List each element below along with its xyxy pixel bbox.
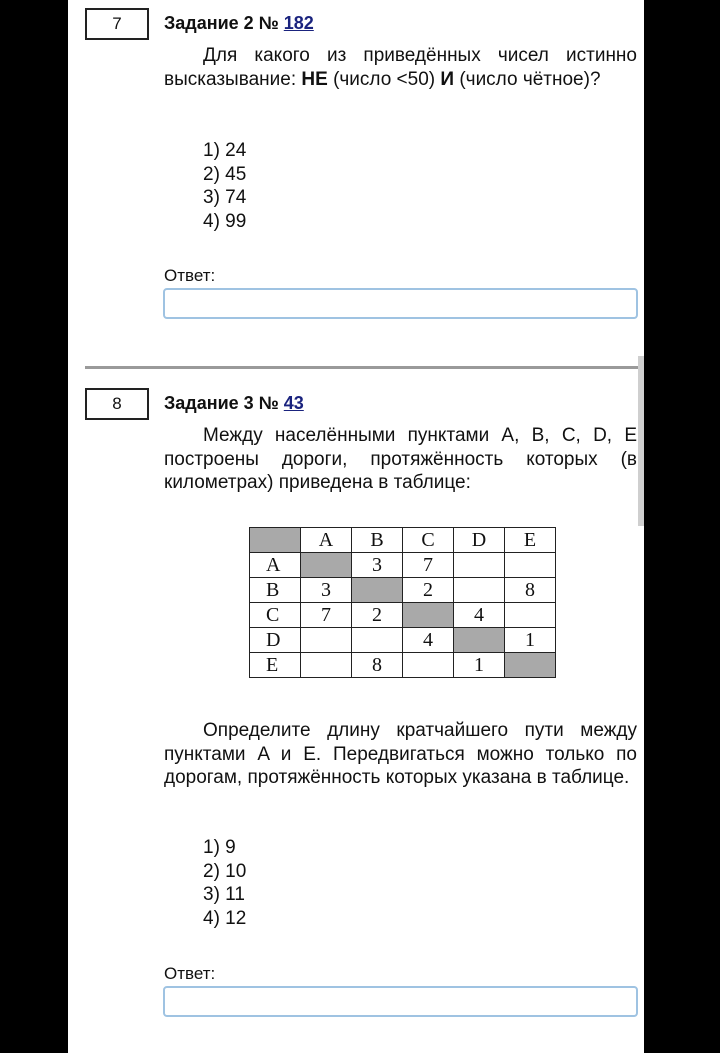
answer-input[interactable] <box>163 986 638 1017</box>
task-id-link[interactable]: 43 <box>283 393 304 413</box>
task-number: 7 <box>112 14 122 33</box>
row-header: C <box>250 603 301 628</box>
table-cell: 1 <box>505 628 556 653</box>
table-header-row <box>250 528 556 553</box>
table-row <box>250 628 556 653</box>
column-header: D <box>454 528 505 553</box>
row-header: E <box>250 653 301 678</box>
column-header: B <box>352 528 403 553</box>
table-cell <box>352 578 403 603</box>
task-intro: Между населёнными пунктами A, B, C, D, E построены дороги, протяжённость которых (в километрах) приведена в таблице: <box>164 425 637 493</box>
answer-options <box>203 836 246 930</box>
scrollbar-thumb[interactable] <box>638 356 644 526</box>
table-cell: 3 <box>352 553 403 578</box>
table-cell <box>352 628 403 653</box>
table-cell <box>301 553 352 578</box>
task-title <box>164 393 304 414</box>
table-cell: 8 <box>505 578 556 603</box>
table-corner-cell <box>250 528 301 553</box>
task-title-prefix: Задание 2 № <box>164 13 279 33</box>
table-cell <box>403 653 454 678</box>
table-cell: 2 <box>352 603 403 628</box>
option-item: 2) 45 <box>203 163 247 185</box>
answer-options <box>203 139 246 233</box>
option-item: 4) 99 <box>203 210 247 232</box>
column-header: C <box>403 528 454 553</box>
task-title <box>164 13 314 34</box>
table-cell <box>454 628 505 653</box>
table-row <box>250 653 556 678</box>
table-cell: 7 <box>403 553 454 578</box>
option-item: 2) 10 <box>203 860 247 882</box>
answer-label: Ответ: <box>164 964 216 983</box>
table-cell: 4 <box>403 628 454 653</box>
table-cell: 8 <box>352 653 403 678</box>
task-number-box <box>85 8 149 40</box>
option-item: 3) 74 <box>203 187 247 208</box>
answer-input[interactable] <box>163 288 638 319</box>
table-cell: 1 <box>454 653 505 678</box>
table-row <box>250 603 556 628</box>
row-header: B <box>250 578 301 603</box>
table-cell <box>505 553 556 578</box>
task-number-box <box>85 388 149 420</box>
question-text: (число <50) <box>327 68 441 90</box>
table-cell <box>454 553 505 578</box>
column-header: E <box>505 528 556 553</box>
table-cell <box>403 603 454 628</box>
option-item: 4) 12 <box>203 907 247 929</box>
table-cell <box>301 628 352 653</box>
table-cell: 2 <box>403 578 454 603</box>
table-cell: 3 <box>301 578 352 603</box>
table-cell <box>454 578 505 603</box>
table-cell: 4 <box>454 603 505 628</box>
option-item: 3) 11 <box>203 884 245 905</box>
and-operator: И <box>440 68 455 90</box>
task-number: 8 <box>112 394 122 413</box>
option-item: 1) 9 <box>203 837 236 858</box>
distance-table <box>249 527 556 678</box>
task-title-prefix: Задание 3 № <box>164 393 279 413</box>
table-cell <box>301 653 352 678</box>
task-question <box>164 44 637 91</box>
question-text: (число чётное)? <box>454 68 601 90</box>
not-operator: НЕ <box>301 68 328 90</box>
table-cell <box>505 603 556 628</box>
table-row <box>250 553 556 578</box>
section-divider <box>85 366 638 369</box>
option-item: 1) 24 <box>203 140 247 161</box>
task-id-link[interactable]: 182 <box>283 13 314 33</box>
row-header: D <box>250 628 301 653</box>
question-text: Для какого из приведённых чисел истинно высказывание: <box>164 45 637 90</box>
row-header: A <box>250 553 301 578</box>
table-cell <box>505 653 556 678</box>
table-row <box>250 578 556 603</box>
answer-label: Ответ: <box>164 266 216 285</box>
table-cell: 7 <box>301 603 352 628</box>
column-header: A <box>301 528 352 553</box>
task-question: Определите длину кратчайшего пути между пунктами A и E. Передвигаться можно только по дорогам, протяжённость которых указана в таблице. <box>164 720 637 788</box>
